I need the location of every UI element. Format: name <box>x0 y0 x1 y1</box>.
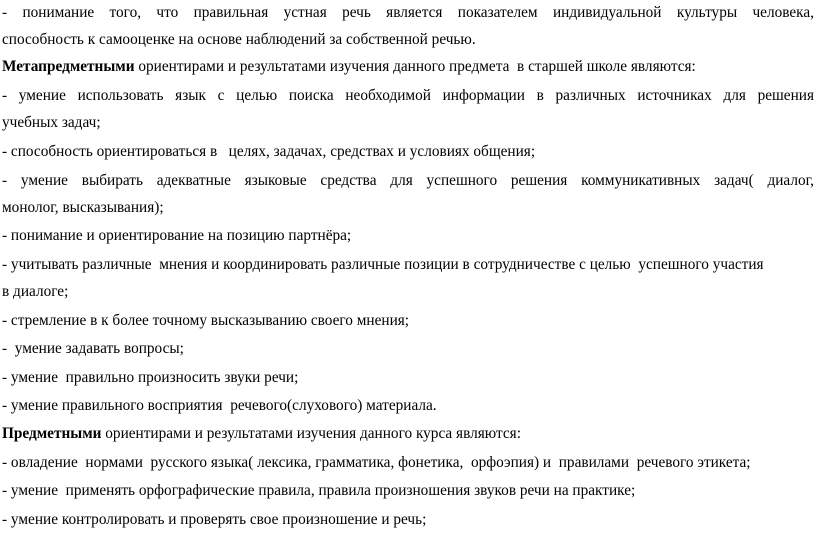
text-line: - умение использовать язык с целью поиска необходимой информации в различных источниках для решения <box>2 87 814 104</box>
text-line: - учитывать различные мнения и координировать различные позиции в сотрудничестве с целью успешного участия <box>2 256 764 273</box>
text-line: - понимание того, что правильная устная речь является показателем индивидуальной культуры человека, <box>2 4 814 21</box>
text-line <box>2 424 814 444</box>
text-line: - умение правильно произносить звуки речи; <box>2 369 299 386</box>
heading-subject: Предметными <box>2 425 102 442</box>
text-line: в диалоге; <box>2 283 69 300</box>
text-line: способность к самооценке на основе наблюдений за собственной речью. <box>2 31 476 48</box>
heading-rest: ориентирами и результатами изучения данного курса являются: <box>101 425 521 442</box>
text-line: - умение правильного восприятия речевого(слухового) материала. <box>2 397 437 414</box>
text-line: - умение применять орфографические правила, правила произношения звуков речи на практике; <box>2 482 636 499</box>
text-line: - умение контролировать и проверять свое произношение и речь; <box>2 511 427 528</box>
text-line: - умение выбирать адекватные языковые средства для успешного решения коммуникативных задач( диалог, <box>2 172 814 189</box>
text-line: - понимание и ориентирование на позицию партнёра; <box>2 227 352 244</box>
text-line: - стремление в к более точному высказыванию своего мнения; <box>2 312 410 329</box>
text-line <box>2 57 814 77</box>
heading-rest: ориентирами и результатами изучения данного предмета в старшей школе являются: <box>134 58 696 75</box>
text-line: - овладение нормами русского языка( лексика, грамматика, фонетика, орфоэпия) и правилами речевого этикета; <box>2 454 751 471</box>
text-line: монолог, высказывания); <box>2 199 164 216</box>
heading-metasubject: Метапредметными <box>2 58 135 75</box>
text-line: учебных задач; <box>2 114 101 131</box>
text-line: - способность ориентироваться в целях, задачах, средствах и условиях общения; <box>2 143 536 160</box>
text-line: - умение задавать вопросы; <box>2 340 184 357</box>
